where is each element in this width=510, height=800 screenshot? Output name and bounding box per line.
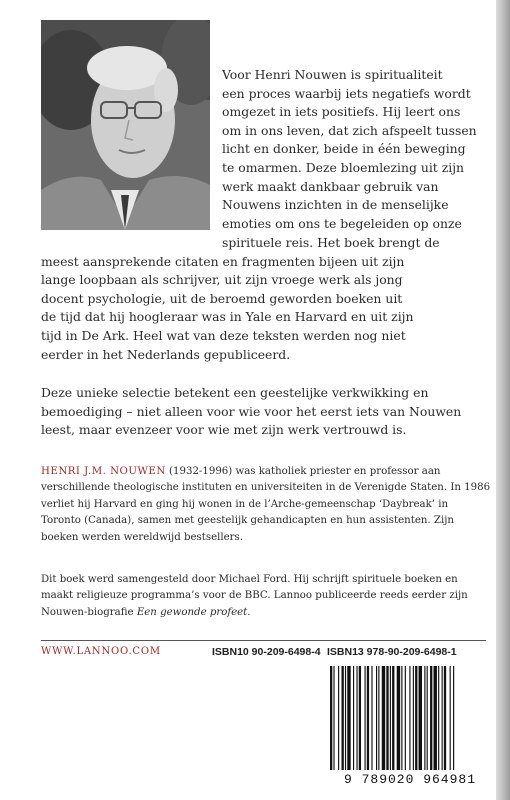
- barcode-bar: [333, 666, 334, 770]
- barcode-bar: [365, 666, 366, 770]
- intro-line: lange loopbaan als schrijver, uit zijn vroege werk als jong: [41, 272, 403, 288]
- author-portrait-image: [41, 20, 210, 230]
- intro-line: Nouwens inzichten in de menselijke: [222, 197, 449, 213]
- author-biography: [41, 464, 491, 546]
- barcode-bar: [342, 666, 344, 770]
- barcode-bar: [401, 666, 402, 770]
- barcode-bar: [405, 666, 406, 770]
- barcode-bar: [430, 666, 432, 770]
- barcode-bar: [347, 666, 350, 770]
- intro-line: docent psychologie, uit de beroemd geworden boeken uit: [41, 290, 403, 306]
- intro-line: tijd in De Ark. Heel wat van deze teksten werden nog niet: [41, 327, 406, 343]
- barcode-bar: [359, 666, 361, 770]
- intro-paragraph-right: [222, 66, 484, 233]
- barcode-bar: [338, 666, 339, 770]
- intro-line: Voor Henri Nouwen is spiritualiteit: [222, 67, 443, 82]
- intro-line: licht en donker, beide in één beweging: [222, 141, 466, 157]
- intro-line: eerder in het Nederlands gepubliceerd.: [41, 346, 291, 362]
- intro-line: de tijd dat hij hoogleraar was in Yale en Harvard en uit zijn: [41, 309, 414, 325]
- selection-paragraph: Deze unieke selectie betekent een geestelijke verkwikking en bemoediging – niet alleen voor wie voor het eerst iets van Nouwen leest, maar evenzeer voor wie met zijn werk vertrouwd is.: [41, 385, 462, 438]
- barcode-bar: [450, 666, 451, 770]
- isbn13: ISBN13 978-90-209-6498-1: [327, 646, 457, 658]
- barcode-bar: [438, 666, 439, 770]
- intro-line: om in ons leven, dat zich afspeelt tussen: [222, 122, 477, 138]
- barcode-bar: [442, 666, 443, 770]
- biography-title: Een gewonde profeet.: [136, 606, 251, 618]
- barcode-bar: [376, 666, 377, 770]
- barcode-bar: [453, 666, 454, 770]
- barcode-bar: [415, 666, 417, 770]
- intro-line: omgezet in iets positiefs. Hij leert ons: [222, 104, 461, 120]
- isbn10: ISBN10 90-209-6498-4: [212, 646, 321, 658]
- barcode-bars: [326, 666, 494, 770]
- barcode-bar: [378, 666, 379, 770]
- barcode-number: 9 789020 964981: [343, 772, 477, 787]
- author-photo: [41, 20, 210, 230]
- barcode: [326, 666, 494, 770]
- barcode-bar: [392, 666, 394, 770]
- barcode-bar: [330, 666, 332, 770]
- barcode-bar: [356, 666, 357, 770]
- barcode-bar: [427, 666, 428, 770]
- page-edge: [496, 0, 510, 800]
- barcode-bar: [390, 666, 391, 770]
- intro-line: spirituele reis. Het boek brengt de: [222, 235, 440, 250]
- intro-line: te omarmen. Deze bloemlezing uit zijn: [222, 159, 465, 175]
- barcode-bar: [353, 666, 354, 770]
- intro-line: emoties om ons te begeleiden op onze: [222, 215, 462, 231]
- barcode-bar: [434, 666, 437, 770]
- author-name: HENRI J.M. NOUWEN: [41, 466, 166, 477]
- compiler-note: [41, 572, 491, 621]
- compiler-note-text: Dit boek werd samengesteld door Michael Ford. Hij schrijft spirituele boeken en maakt religieuze programma’s voor de BBC. Lannoo publiceerde reeds eerder zijn Nouwen-biografie: [41, 574, 468, 618]
- intro-line: werk maakt dankbaar gebruik van: [222, 178, 439, 194]
- barcode-bar: [413, 666, 414, 770]
- author-bio-text: (1932-1996) was katholiek priester en professor aan verschillende theologische instituten en universiteiten in de Verenigde Staten. In 1986 verliet hij Harvard en ging hij wonen in de l’Arche-gemeenschap ‘Daybreak’ in Toronto (Canada), samen met geestelijk gehandicapten en hun assistenten. Zijn boeken werden wereldwijd bestsellers.: [41, 466, 491, 543]
- barcode-bar: [419, 666, 422, 770]
- barcode-bar: [386, 666, 388, 770]
- barcode-bar: [367, 666, 369, 770]
- barcode-bar: [424, 666, 425, 770]
- barcode-bar: [409, 666, 410, 770]
- intro-line: meest aansprekende citaten en fragmenten bijeen uit zijn: [41, 253, 405, 269]
- barcode-bar: [397, 666, 400, 770]
- barcode-bar: [382, 666, 385, 770]
- barcode-bar: [444, 666, 446, 770]
- barcode-bar: [345, 666, 346, 770]
- barcode-bar: [371, 666, 372, 770]
- intro-paragraph-wide: [41, 234, 486, 364]
- footer-divider: [41, 640, 486, 641]
- intro-line: een proces waarbij iets negatiefs wordt: [222, 85, 471, 101]
- publisher-url: WWW.LANNOO.COM: [41, 646, 161, 657]
